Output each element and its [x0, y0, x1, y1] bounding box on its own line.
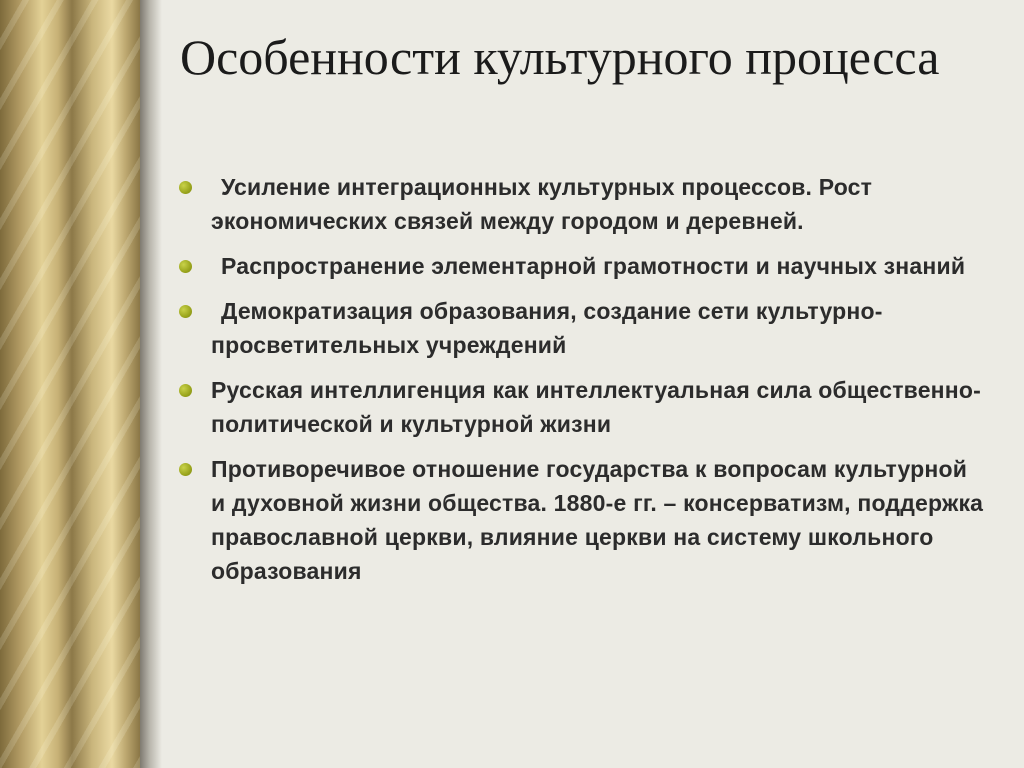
bullet-list — [176, 170, 986, 599]
bullet-dot-icon — [179, 181, 192, 194]
decorative-gold-stripe — [0, 0, 140, 768]
page-title: Особенности культурного процесса — [180, 29, 940, 85]
list-item — [176, 170, 986, 238]
bullet-text: Усиление интеграционных культурных процессов. Рост экономических связей между городом и деревней. — [211, 174, 873, 234]
bullet-text: Распространение элементарной грамотности и научных знаний — [221, 253, 966, 279]
list-item — [176, 373, 986, 441]
list-item — [176, 294, 986, 362]
bullet-dot-icon — [179, 384, 192, 397]
list-item — [176, 452, 986, 588]
bullet-dot-icon — [179, 463, 192, 476]
stripe-shadow — [140, 0, 162, 768]
list-item — [176, 249, 986, 283]
bullet-text: Демократизация образования, создание сети культурно-просветительных учреждений — [211, 298, 883, 358]
bullet-text: Русская интеллигенция как интеллектуальная сила общественно-политической и культурной жизни — [211, 377, 981, 437]
bullet-text: Противоречивое отношение государства к вопросам культурной и духовной жизни общества. 1880-е гг. – консерватизм, поддержка православной церкви, влияние церкви на систему школьного образования — [211, 456, 984, 584]
bullet-dot-icon — [179, 305, 192, 318]
bullet-dot-icon — [179, 260, 192, 273]
